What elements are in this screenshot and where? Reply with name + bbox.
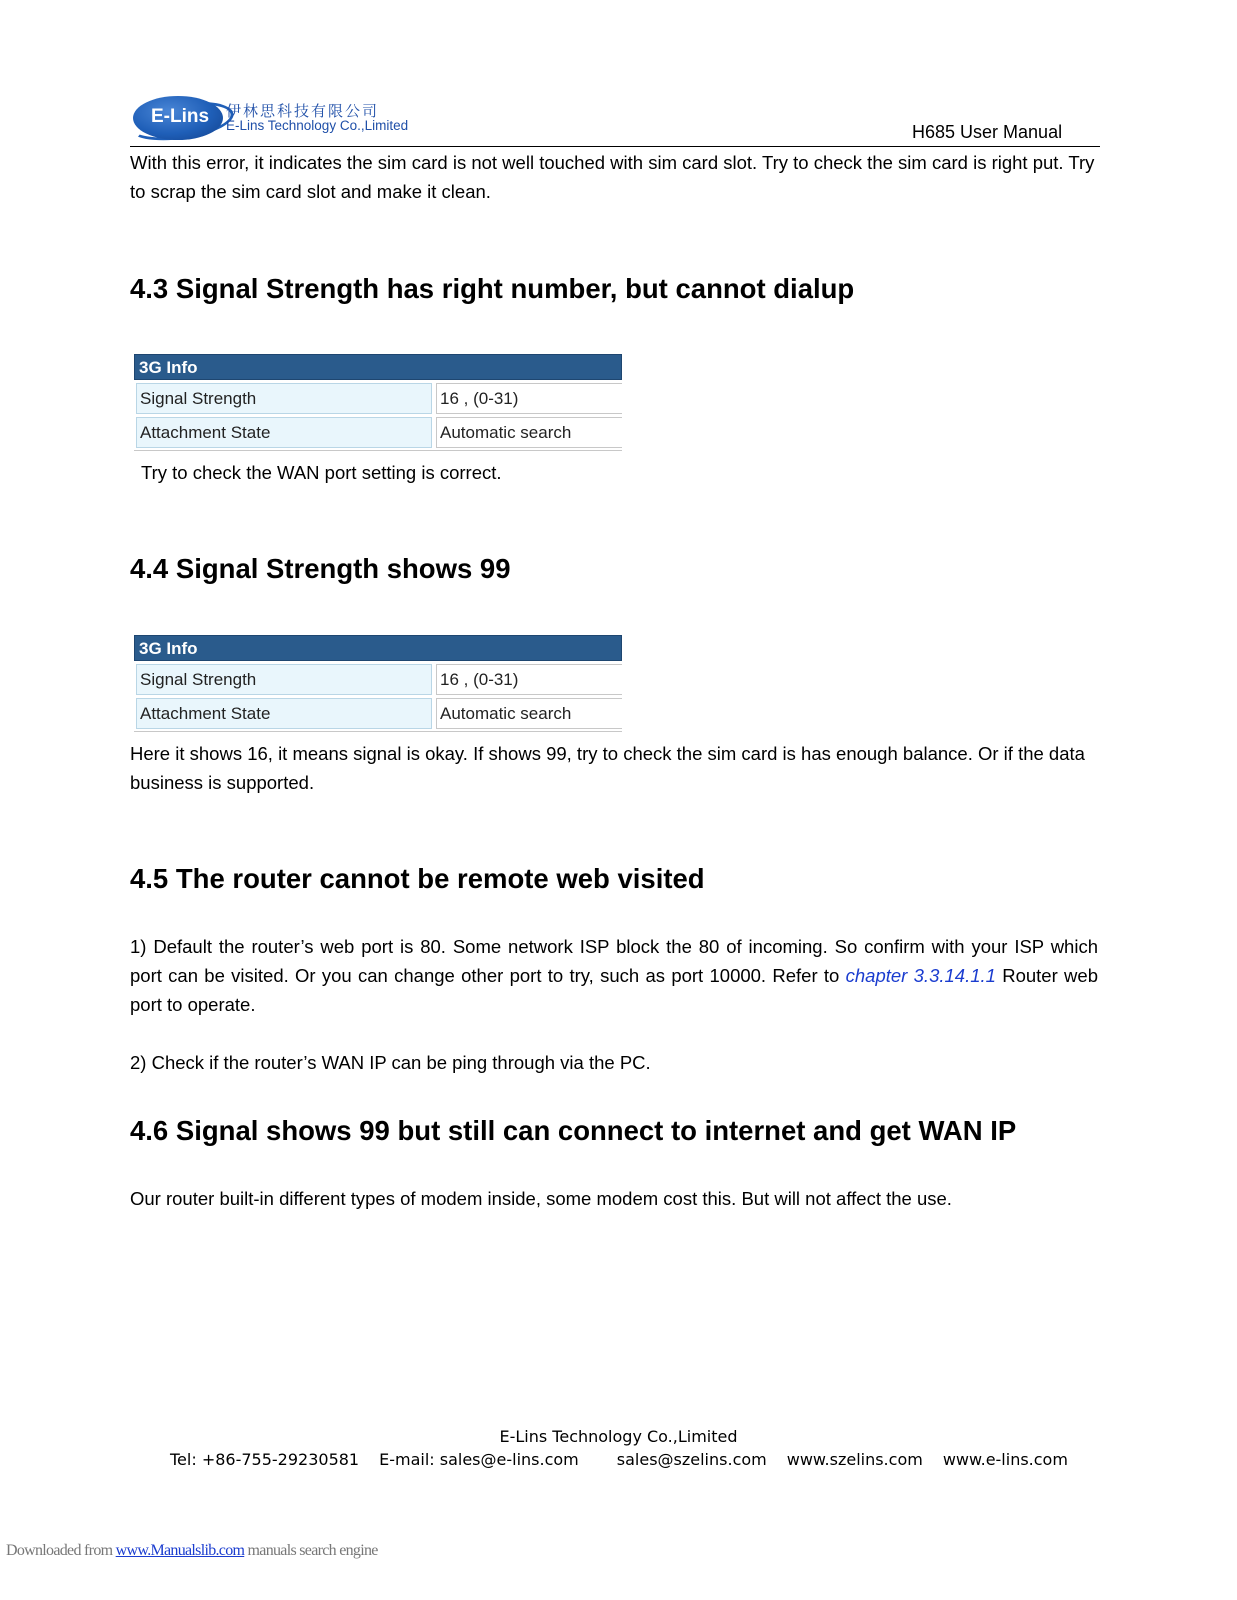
info-value: 16 , (0-31) [436, 664, 622, 695]
company-name-cn: 伊林思科技有限公司 [226, 102, 380, 120]
footer-tel: Tel: +86-755-29230581 [170, 1450, 360, 1469]
download-source-line [6, 1542, 378, 1560]
download-prefix: Downloaded from [6, 1542, 116, 1559]
section-4-6-heading: 4.6 Signal shows 99 but still can connect to internet and get WAN IP [130, 1115, 1017, 1146]
info-panel-4-4 [134, 635, 622, 732]
header-divider [130, 146, 1100, 147]
info-row-attachment-state [134, 698, 622, 729]
section-4-6-text: Our router built-in different types of modem inside, some modem cost this. But will not affect the use. [130, 1188, 952, 1209]
chapter-link[interactable]: chapter 3.3.14.1.1 [845, 965, 996, 986]
footer-website-2: www.e-lins.com [942, 1450, 1068, 1469]
info-label: Attachment State [136, 698, 432, 729]
section-4-5-paragraph-1 [130, 932, 1098, 1019]
info-label: Signal Strength [136, 664, 432, 695]
info-value: 16 , (0-31) [436, 383, 622, 414]
intro-paragraph: With this error, it indicates the sim card is not well touched with sim card slot. Try to check the sim card is right put. Try to scrap the sim card slot and make it clean. [130, 152, 1095, 202]
info-panel-title: 3G Info [134, 635, 622, 661]
section-4-4-heading: 4.4 Signal Strength shows 99 [130, 553, 511, 584]
section-4-3-text: Try to check the WAN port setting is correct. [141, 462, 502, 483]
section-4-4-text: Here it shows 16, it means signal is okay. If shows 99, try to check the sim card is has enough balance. Or if the data business is supported. [130, 743, 1085, 793]
download-suffix: manuals search engine [244, 1542, 378, 1559]
company-name-en: E-Lins Technology Co.,Limited [226, 118, 409, 133]
manualslib-link[interactable]: www.Manualslib.com [115, 1542, 245, 1559]
section-4-3-heading: 4.3 Signal Strength has right number, but cannot dialup [130, 273, 855, 304]
footer-email: E-mail: sales@e-lins.com [379, 1450, 579, 1469]
info-row-signal-strength [134, 664, 622, 695]
paragraph-text: 1) Default the router’s web port is 80. Some network ISP block the 80 of incoming. So confirm with your ISP which port can be visited. Or you can change other port to try, such as port 10000. Refer to [130, 936, 1098, 986]
info-panel-title: 3G Info [134, 354, 622, 380]
footer-company: E-Lins Technology Co.,Limited [499, 1427, 738, 1446]
info-row-signal-strength [134, 383, 622, 414]
footer-contacts [170, 1450, 1088, 1469]
footer-website-1: www.szelins.com [786, 1450, 923, 1469]
info-value: Automatic search [436, 417, 622, 448]
info-label: Attachment State [136, 417, 432, 448]
paragraph-text: Router web port to operate. [130, 965, 1098, 1015]
info-panel-bottom-rule [134, 450, 622, 451]
info-value: Automatic search [436, 698, 622, 729]
footer-email-2: sales@szelins.com [616, 1450, 767, 1469]
section-4-5-paragraph-2: 2) Check if the router’s WAN IP can be ping through via the PC. [130, 1052, 651, 1073]
info-label: Signal Strength [136, 383, 432, 414]
logo-mark-text: E-Lins [150, 106, 210, 127]
info-panel-4-3 [134, 354, 622, 451]
info-panel-bottom-rule [134, 731, 622, 732]
info-row-attachment-state [134, 417, 622, 448]
section-4-5-heading: 4.5 The router cannot be remote web visited [130, 863, 705, 894]
manual-title: H685 User Manual [912, 122, 1063, 142]
